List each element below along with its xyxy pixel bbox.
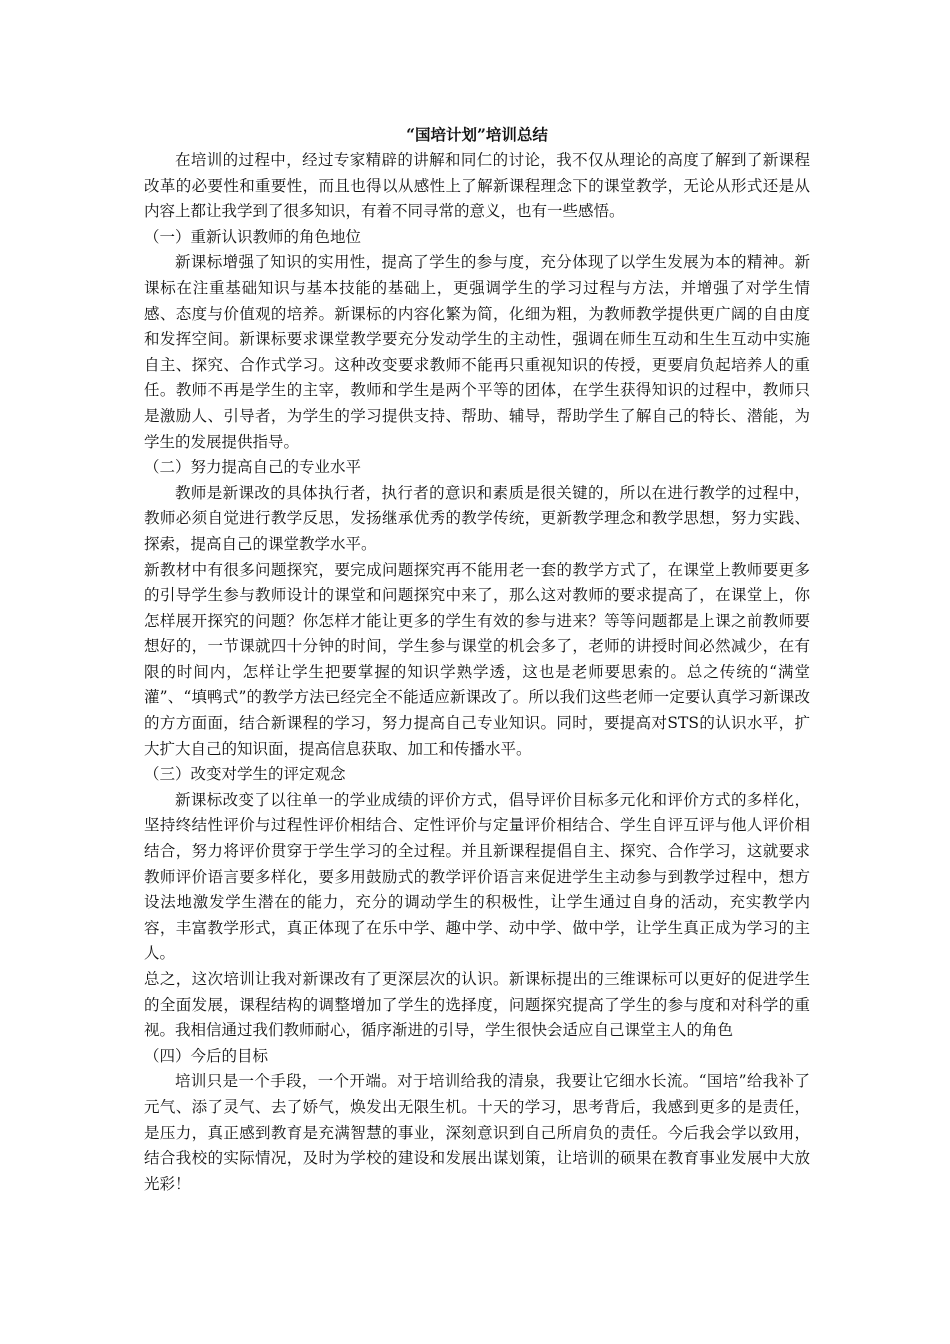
section-heading-1: （一）重新认识教师的角色地位 bbox=[144, 227, 362, 246]
intro-paragraph: 在培训的过程中，经过专家精辟的讲解和同仁的讨论，我不仅从理论的高度了解到了新课程改革的必要性和重要性，而且也得以从感性上了解新课程理念下的课堂教学，无论从形式还是从内容上都让我学到了很多知识，有着不同寻常的意义，也有一些感悟。 bbox=[144, 151, 810, 221]
section-heading-4: （四）今后的目标 bbox=[144, 1046, 269, 1065]
section-heading-2: （二）努力提高自己的专业水平 bbox=[144, 458, 362, 477]
section-2-paragraph-2: 新教材中有很多问题探究，要完成问题探究再不能用老一套的教学方式了，在课堂上教师要更多的引导学生参与教师设计的课堂和问题探究中来了，那么这对教师的要求提高了，在课堂上，你怎样展开探究的问题？你怎样才能让更多的学生有效的参与进来？等等问题都是上课之前教师要想好的，一节课就四十分钟的时间，学生参与课堂的机会多了，老师的讲授时间必然减少，在有限的时间内，怎样让学生把要掌握的知识学熟学透，这也是老师要思索的。总之传统的“满堂灌”、“填鸭式”的教学方法已经完全不能适应新课改了。所以我们这些老师一定要认真学习新课改的方方面面，结合新课程的学习，努力提高自己专业知识。同时，要提高对STS的认识水平，扩大扩大自己的知识面，提高信息获取、加工和传播水平。 bbox=[144, 560, 810, 758]
section-2-paragraph-1: 教师是新课改的具体执行者，执行者的意识和素质是很关键的，所以在进行教学的过程中，教师必须自觉进行教学反思，发扬继承优秀的教学传统，更新教学理念和教学思想，努力实践、探索，提高自己的课堂教学水平。 bbox=[144, 483, 810, 553]
section-3-paragraph-2: 总之，这次培训让我对新课改有了更深层次的认识。新课标提出的三维课标可以更好的促进学生的全面发展，课程结构的调整增加了学生的选择度，问题探究提高了学生的参与度和对科学的重视。我相信通过我们教师耐心，循序渐进的引导，学生很快会适应自己课堂主人的角色 bbox=[144, 970, 810, 1040]
document-title: “国培计划”培训总结 bbox=[406, 125, 548, 144]
document-page bbox=[144, 122, 810, 1197]
section-heading-3: （三）改变对学生的评定观念 bbox=[144, 765, 346, 784]
section-4-paragraph: 培训只是一个手段，一个开端。对于培训给我的清泉，我要让它细水长流。“国培”给我补了元气、添了灵气、去了娇气，焕发出无限生机。十天的学习，思考背后，我感到更多的是责任，是压力，真正感到教育是充满智慧的事业，深刻意识到自己所肩负的责任。今后我会学以致用，结合我校的实际情况，及时为学校的建设和发展出谋划策，让培训的硕果在教育事业发展中大放光彩！ bbox=[144, 1072, 810, 1193]
section-1-paragraph: 新课标增强了知识的实用性，提高了学生的参与度，充分体现了以学生发展为本的精神。新课标在注重基础知识与基本技能的基础上，更强调学生的学习过程与方法，并增强了对学生情感、态度与价值观的培养。新课标的内容化繁为简，化细为粗，为教师教学提供更广阔的自由度和发挥空间。新课标要求课堂教学要充分发动学生的主动性，强调在师生互动和生生互动中实施自主、探究、合作式学习。这种改变要求教师不能再只重视知识的传授，更要肩负起培养人的重任。教师不再是学生的主宰，教师和学生是两个平等的团体，在学生获得知识的过程中，教师只是激励人、引导者，为学生的学习提供支持、帮助、辅导，帮助学生了解自己的特长、潜能，为学生的发展提供指导。 bbox=[144, 253, 810, 451]
section-3-paragraph-1: 新课标改变了以往单一的学业成绩的评价方式，倡导评价目标多元化和评价方式的多样化，坚持终结性评价与过程性评价相结合、定性评价与定量评价相结合、学生自评互评与他人评价相结合，努力将评价贯穿于学生学习的全过程。并且新课程提倡自主、探究、合作学习，这就要求教师评价语言要多样化，要多用鼓励式的教学评价语言来促进学生主动参与到教学过程中，想方设法地激发学生潜在的能力，充分的调动学生的积极性，让学生通过自身的活动，充实教学内容，丰富教学形式，真正体现了在乐中学、趣中学、动中学、做中学，让学生真正成为学习的主人。 bbox=[144, 790, 810, 963]
